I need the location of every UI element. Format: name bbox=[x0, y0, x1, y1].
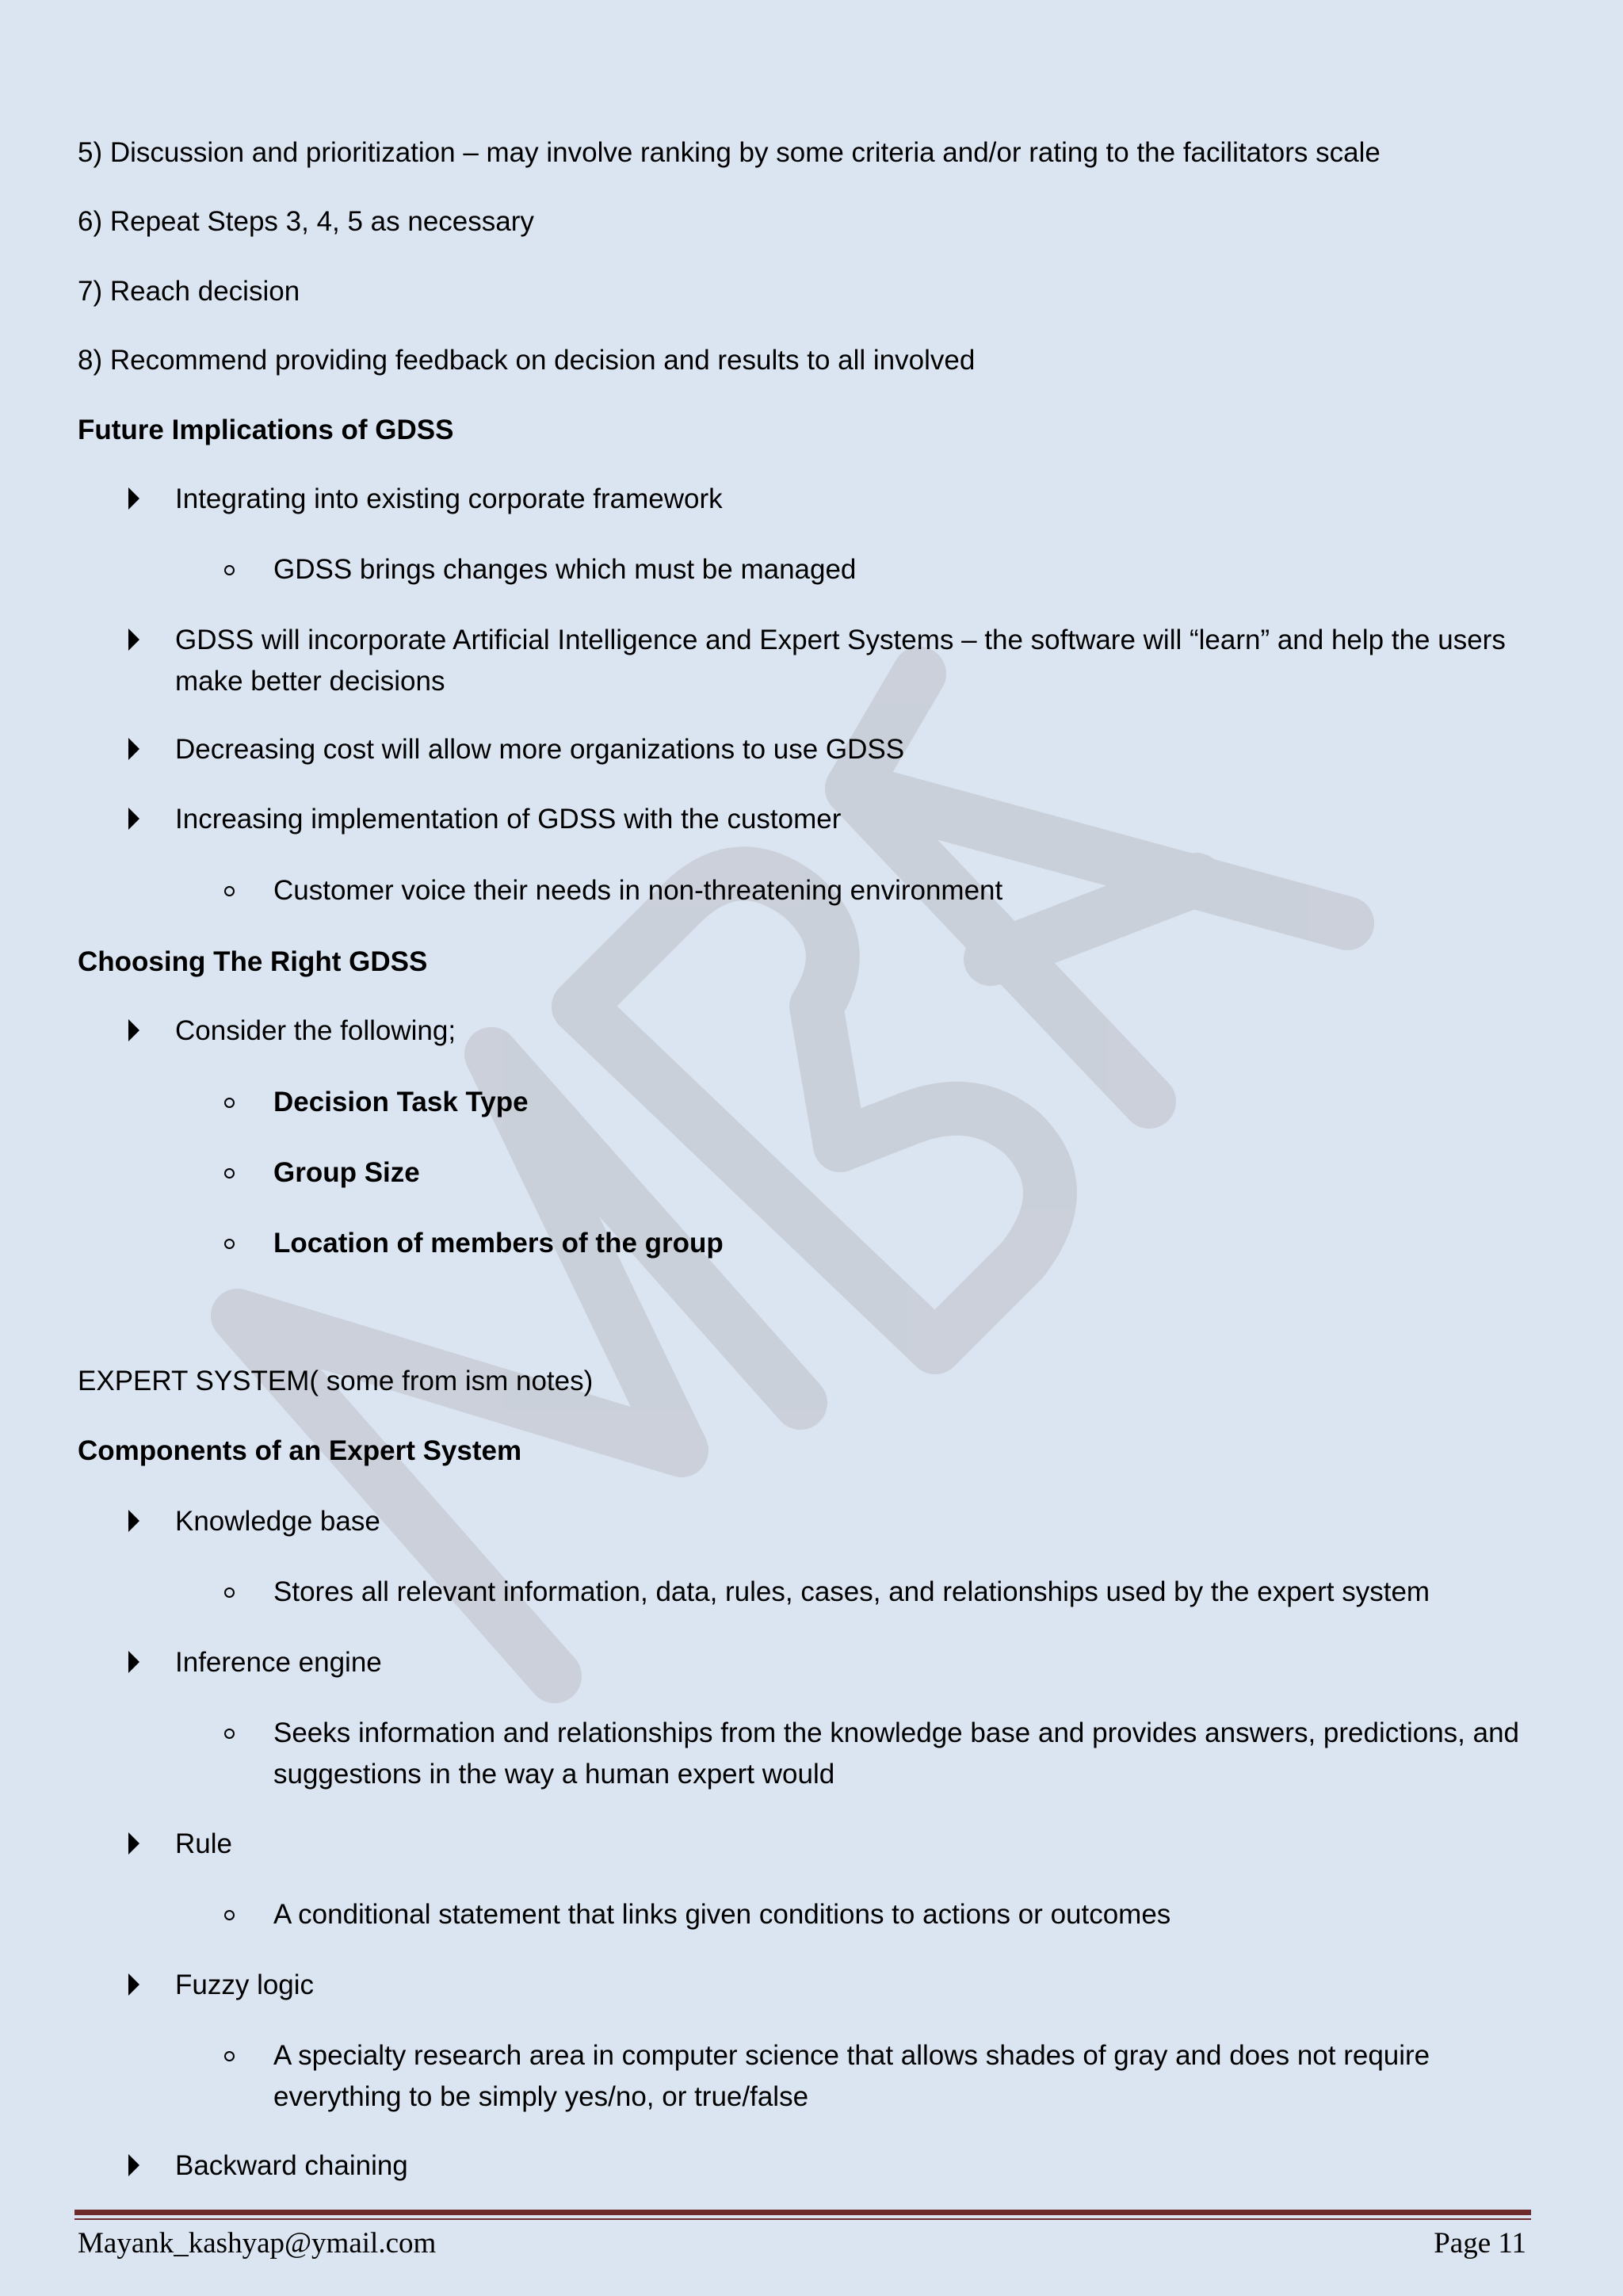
bullet-arrow-icon bbox=[128, 1973, 139, 1996]
choosing-sub-group-size: Group Size bbox=[273, 1157, 420, 1188]
future-implications-heading: Future Implications of GDSS bbox=[78, 415, 454, 445]
sub-bullet-circle-icon bbox=[224, 565, 235, 575]
footer-rule bbox=[74, 2210, 1531, 2215]
expert-sub-fuzzy-line1: A specialty research area in computer science that allows shades of gray and does not require bbox=[273, 2040, 1430, 2071]
step-7: 7) Reach decision bbox=[78, 276, 300, 307]
future-bullet-ai-line2: make better decisions bbox=[175, 666, 445, 697]
bullet-arrow-icon bbox=[128, 2154, 139, 2176]
bullet-arrow-icon bbox=[128, 487, 139, 510]
expert-bullet-knowledge-base: Knowledge base bbox=[175, 1506, 380, 1537]
future-sub-changes: GDSS brings changes which must be managed bbox=[273, 554, 857, 585]
sub-bullet-circle-icon bbox=[224, 1729, 235, 1739]
expert-sub-inference-line1: Seeks information and relationships from the knowledge base and provides answers, predictions, and bbox=[273, 1717, 1520, 1748]
future-sub-customer-voice: Customer voice their needs in non-threatening environment bbox=[273, 875, 1003, 906]
step-5: 5) Discussion and prioritization – may involve ranking by some criteria and/or rating to the facilitators scale bbox=[78, 137, 1381, 168]
footer-page-number: Page 11 bbox=[1434, 2227, 1526, 2260]
future-bullet-integrating: Integrating into existing corporate framework bbox=[175, 483, 723, 514]
sub-bullet-circle-icon bbox=[224, 1910, 235, 1920]
bullet-arrow-icon bbox=[128, 1651, 139, 1673]
future-bullet-cost: Decreasing cost will allow more organizations to use GDSS bbox=[175, 734, 905, 765]
choosing-sub-task-type: Decision Task Type bbox=[273, 1087, 529, 1117]
expert-bullet-backward-chaining: Backward chaining bbox=[175, 2150, 408, 2181]
expert-bullet-rule: Rule bbox=[175, 1828, 232, 1859]
footer-email: Mayank_kashyap@ymail.com bbox=[78, 2227, 437, 2260]
sub-bullet-circle-icon bbox=[224, 1239, 235, 1249]
future-bullet-customer: Increasing implementation of GDSS with the customer bbox=[175, 804, 842, 835]
sub-bullet-circle-icon bbox=[224, 2051, 235, 2061]
expert-bullet-inference-engine: Inference engine bbox=[175, 1647, 382, 1678]
sub-bullet-circle-icon bbox=[224, 1098, 235, 1108]
expert-sub-rule: A conditional statement that links given conditions to actions or outcomes bbox=[273, 1899, 1171, 1930]
sub-bullet-circle-icon bbox=[224, 1587, 235, 1598]
future-bullet-ai-line1: GDSS will incorporate Artificial Intelligence and Expert Systems – the software will “learn” and help the users bbox=[175, 625, 1506, 655]
choosing-sub-location: Location of members of the group bbox=[273, 1228, 724, 1259]
expert-components-heading: Components of an Expert System bbox=[78, 1435, 522, 1466]
bullet-arrow-icon bbox=[128, 738, 139, 760]
footer-rule-thin bbox=[74, 2218, 1531, 2220]
bullet-arrow-icon bbox=[128, 808, 139, 830]
step-8: 8) Recommend providing feedback on decision and results to all involved bbox=[78, 345, 976, 376]
bullet-arrow-icon bbox=[128, 1832, 139, 1855]
bullet-arrow-icon bbox=[128, 1510, 139, 1532]
expert-system-title: EXPERT SYSTEM( some from ism notes) bbox=[78, 1366, 594, 1396]
choosing-bullet-consider: Consider the following; bbox=[175, 1015, 456, 1046]
bullet-arrow-icon bbox=[128, 1019, 139, 1041]
choosing-heading: Choosing The Right GDSS bbox=[78, 946, 428, 977]
step-6: 6) Repeat Steps 3, 4, 5 as necessary bbox=[78, 206, 534, 237]
expert-sub-knowledge-base: Stores all relevant information, data, rules, cases, and relationships used by the expert system bbox=[273, 1576, 1430, 1607]
sub-bullet-circle-icon bbox=[224, 1168, 235, 1179]
bullet-arrow-icon bbox=[128, 628, 139, 651]
expert-sub-fuzzy-line2: everything to be simply yes/no, or true/false bbox=[273, 2081, 809, 2112]
sub-bullet-circle-icon bbox=[224, 886, 235, 896]
expert-bullet-fuzzy-logic: Fuzzy logic bbox=[175, 1969, 315, 2000]
expert-sub-inference-line2: suggestions in the way a human expert would bbox=[273, 1759, 835, 1790]
